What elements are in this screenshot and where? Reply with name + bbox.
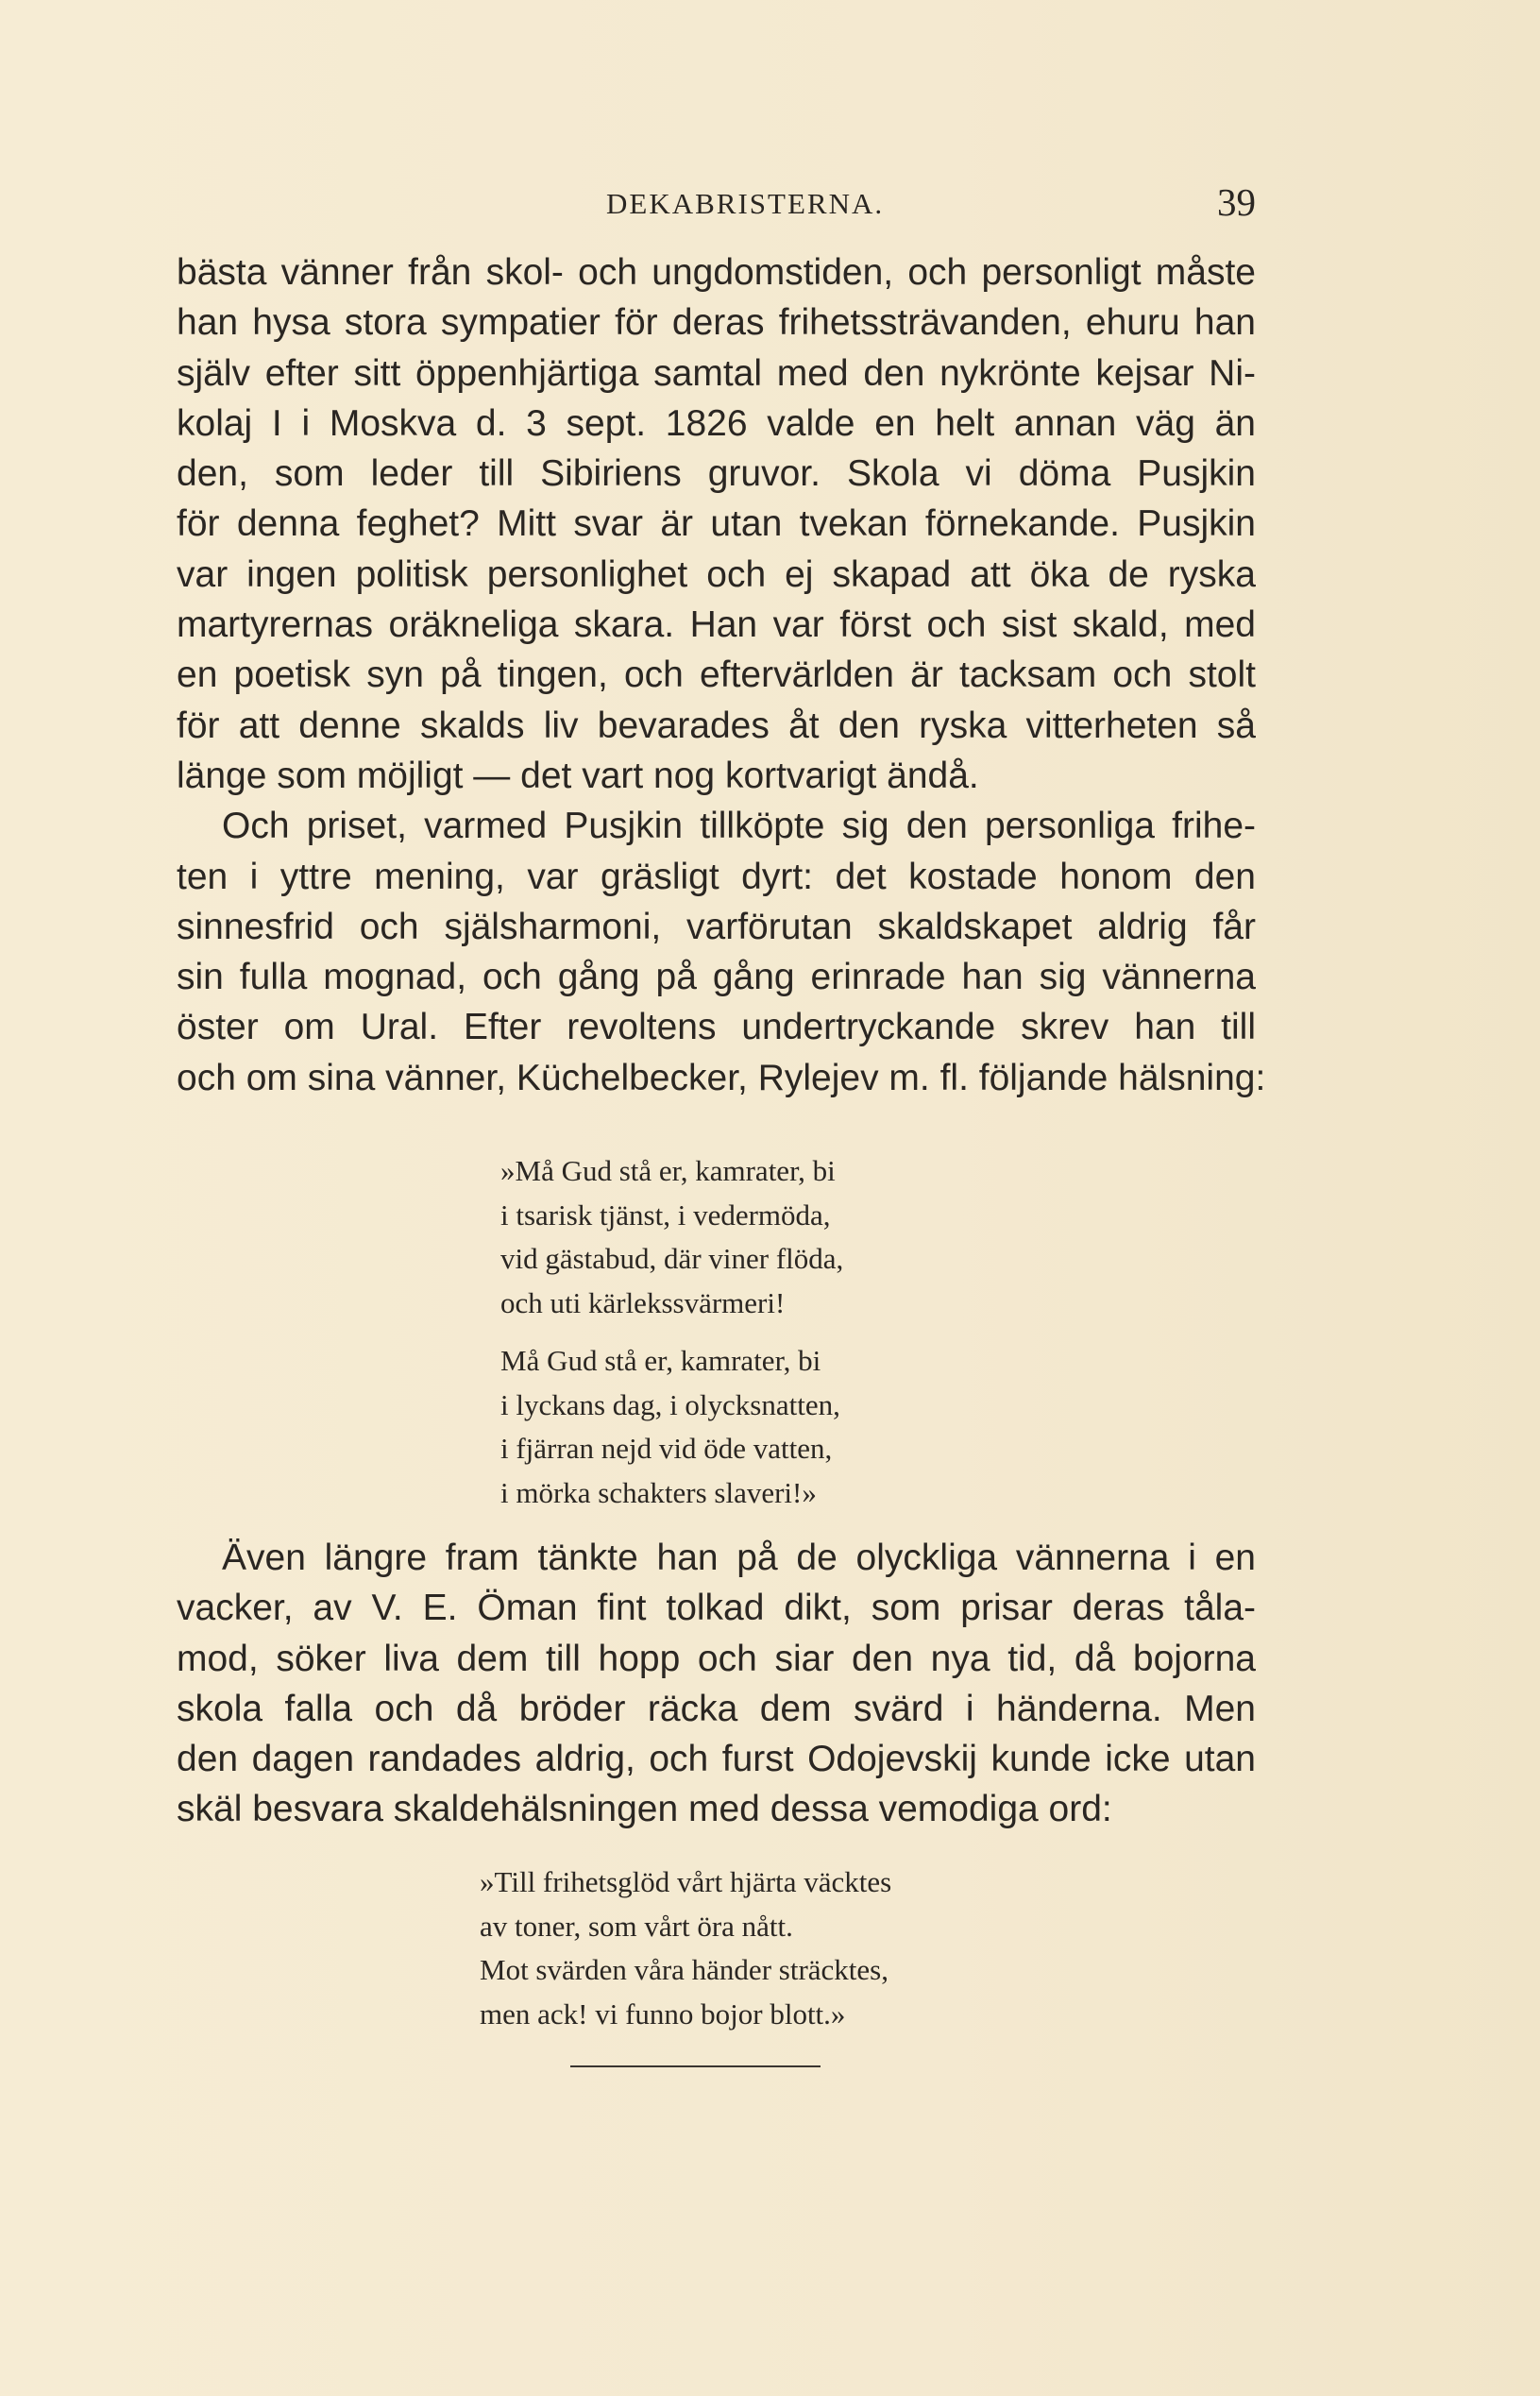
text-line: för denna feghet? Mitt svar är utan tvekan förnekande. Pusjkin: [177, 503, 1256, 545]
text-line: mod, söker liva dem till hopp och siar den nya tid, då bojorna: [177, 1638, 1256, 1679]
poem-verse: i mörka schakters slaveri!»: [500, 1475, 817, 1509]
text-line: länge som möjligt — det vart nog kortvarigt ändå.: [177, 755, 979, 796]
page-number: 39: [1217, 180, 1256, 224]
poem-2: [480, 1861, 891, 2036]
poem-verse: »Må Gud stå er, kamrater, bi: [500, 1154, 836, 1187]
poem-verse: och uti kärlekssvärmeri!: [500, 1285, 786, 1319]
poem-verse: i lyckans dag, i olycksnatten,: [500, 1387, 840, 1421]
main-text-block: [177, 247, 1266, 1103]
poem-verse: i fjärran nejd vid öde vatten,: [500, 1432, 833, 1465]
text-line: vacker, av V. E. Öman fint tolkad dikt, som prisar deras tåla-: [177, 1588, 1256, 1629]
poem-verse: av toner, som vårt öra nått.: [480, 1909, 793, 1943]
text-line: själv efter sitt öppenhjärtiga samtal med den nykrönte kejsar Ni-: [177, 352, 1256, 394]
text-line: skola falla och då bröder räcka dem svärd i händerna. Men: [177, 1688, 1256, 1729]
running-head: DEKABRISTERNA.: [606, 187, 885, 220]
text-line: martyrernas oräkneliga skara. Han var först och sist skald, med: [177, 604, 1256, 646]
text-line: bästa vänner från skol- och ungdomstiden, och personligt måste: [177, 252, 1256, 293]
text-line: skäl besvara skaldehälsningen med dessa vemodiga ord:: [177, 1789, 1112, 1830]
poem-stanza-2: [500, 1339, 840, 1515]
text-line: den, som leder till Sibiriens gruvor. Skola vi döma Pusjkin: [177, 453, 1256, 495]
text-line: den dagen randades aldrig, och furst Odojevskij kunde icke utan: [177, 1739, 1256, 1780]
poem-verse: »Till frihetsglöd vårt hjärta väcktes: [480, 1865, 892, 1898]
poem-verse: Mot svärden våra händer sträcktes,: [480, 1953, 888, 1986]
poem-stanza-1: [500, 1149, 843, 1325]
end-rule: [570, 2065, 821, 2067]
text-line: Och priset, varmed Pusjkin tillköpte sig den personliga frihe-: [222, 806, 1256, 847]
text-line: en poetisk syn på tingen, och eftervärlden är tacksam och stolt: [177, 654, 1256, 696]
paragraph-3: [177, 1533, 1256, 1835]
text-line: sinnesfrid och själsharmoni, varförutan skaldskapet aldrig får: [177, 906, 1256, 947]
text-line: han hysa stora sympatier för deras frihetssträvanden, ehuru han: [177, 302, 1256, 344]
poem-verse: vid gästabud, där viner flöda,: [500, 1242, 844, 1275]
text-line: var ingen politisk personlighet och ej skapad att öka de ryska: [177, 553, 1256, 595]
text-line: kolaj I i Moskva d. 3 sept. 1826 valde en helt annan väg än: [177, 402, 1256, 444]
poem-verse: i tsarisk tjänst, i vedermöda,: [500, 1198, 831, 1232]
page-header: [177, 179, 1256, 227]
text-line: sin fulla mognad, och gång på gång erinrade han sig vännerna: [177, 957, 1256, 998]
text-line: och om sina vänner, Küchelbecker, Rylejev m. fl. följande hälsning:: [177, 1057, 1266, 1098]
text-line: öster om Ural. Efter revoltens undertryckande skrev han till: [177, 1007, 1256, 1048]
text-line: Även längre fram tänkte han på de olyckliga vännerna i en: [222, 1538, 1256, 1578]
poem-verse: Må Gud stå er, kamrater, bi: [500, 1344, 821, 1377]
text-line: för att denne skalds liv bevarades åt den ryska vitterheten så: [177, 705, 1256, 746]
text-line: ten i yttre mening, var gräsligt dyrt: det kostade honom den: [177, 856, 1256, 897]
poem-verse: men ack! vi funno bojor blott.»: [480, 1997, 846, 2031]
